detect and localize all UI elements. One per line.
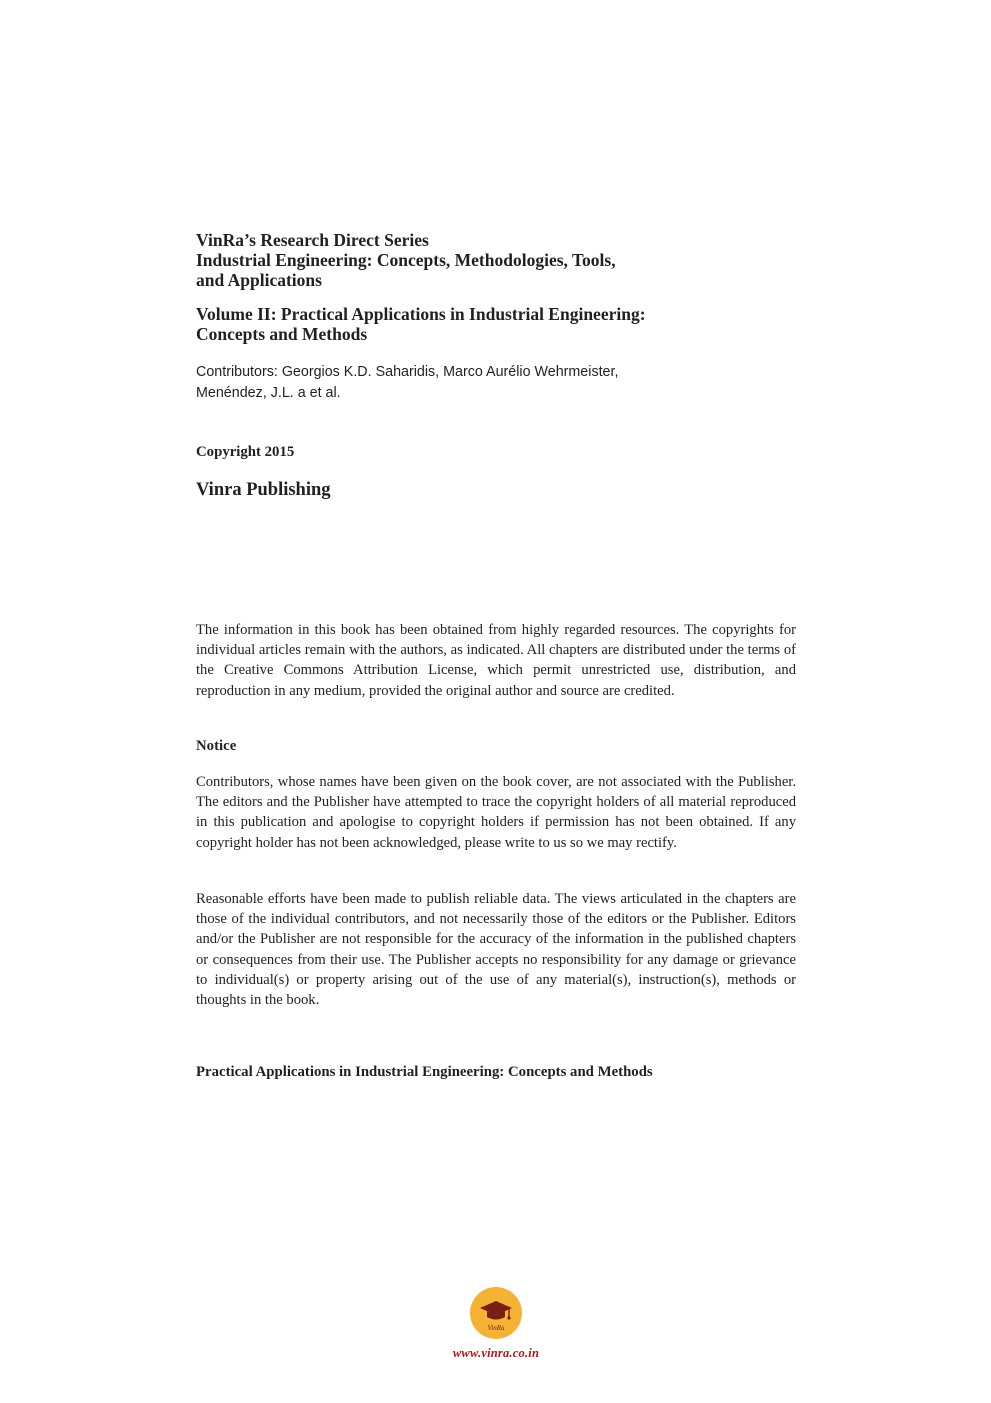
series-subtitle-line1: Industrial Engineering: Concepts, Methodologies, Tools, bbox=[196, 250, 616, 270]
publisher-name: Vinra Publishing bbox=[196, 480, 331, 500]
logo-text: VinRa bbox=[487, 1324, 505, 1332]
notice-paragraph-disclaimer: Reasonable efforts have been made to publish reliable data. The views articulated in the chapters are those of the individual contributors, and not necessarily those of the editors or the Publisher. Editors and/or the Publisher are not responsible for the accuracy of the information in the published chapters or consequences from their use. The Publisher accepts no responsibility for any damage or grievance to individual(s) or property arising out of the use of any material(s), instruction(s), methods or thoughts in the book. bbox=[196, 891, 796, 1009]
series-title-block bbox=[196, 230, 756, 290]
contributors-line1: Contributors: Georgios K.D. Saharidis, Marco Aurélio Wehrmeister, bbox=[196, 364, 619, 380]
volume-title-line1: Volume II: Practical Applications in Industrial Engineering: bbox=[196, 304, 646, 324]
copyright-notice: Copyright 2015 bbox=[196, 444, 295, 460]
volume-title-line2: Concepts and Methods bbox=[196, 324, 368, 344]
series-subtitle-line2: and Applications bbox=[196, 270, 322, 290]
contributors bbox=[196, 362, 716, 403]
info-paragraph: The information in this book has been obtained from highly regarded resources. The copyrights for individual articles remain with the authors, as indicated. All chapters are distributed under the terms of the Creative Commons Attribution License, which permit unrestricted use, distribution, and reproduction in any medium, provided the original author and source are credited. bbox=[196, 622, 796, 699]
volume-title bbox=[196, 304, 756, 344]
series-name: VinRa’s Research Direct Series bbox=[196, 230, 429, 250]
notice-paragraph-contributors: Contributors, whose names have been given on the book cover, are not associated with the Publisher. The editors and the Publisher have attempted to trace the copyright holders of all material reproduced in this publication and apologise to copyright holders if permission has not been obtained. If any copyright holder has not been acknowledged, please write to us so we may rectify. bbox=[196, 774, 796, 851]
notice-heading: Notice bbox=[196, 738, 237, 754]
contributors-line2: Menéndez, J.L. a et al. bbox=[196, 384, 341, 401]
book-title: Practical Applications in Industrial Engineering: Concepts and Methods bbox=[196, 1064, 653, 1080]
website-link[interactable]: www.vinra.co.in bbox=[452, 1346, 540, 1360]
graduation-cap-logo-icon bbox=[469, 1286, 523, 1340]
